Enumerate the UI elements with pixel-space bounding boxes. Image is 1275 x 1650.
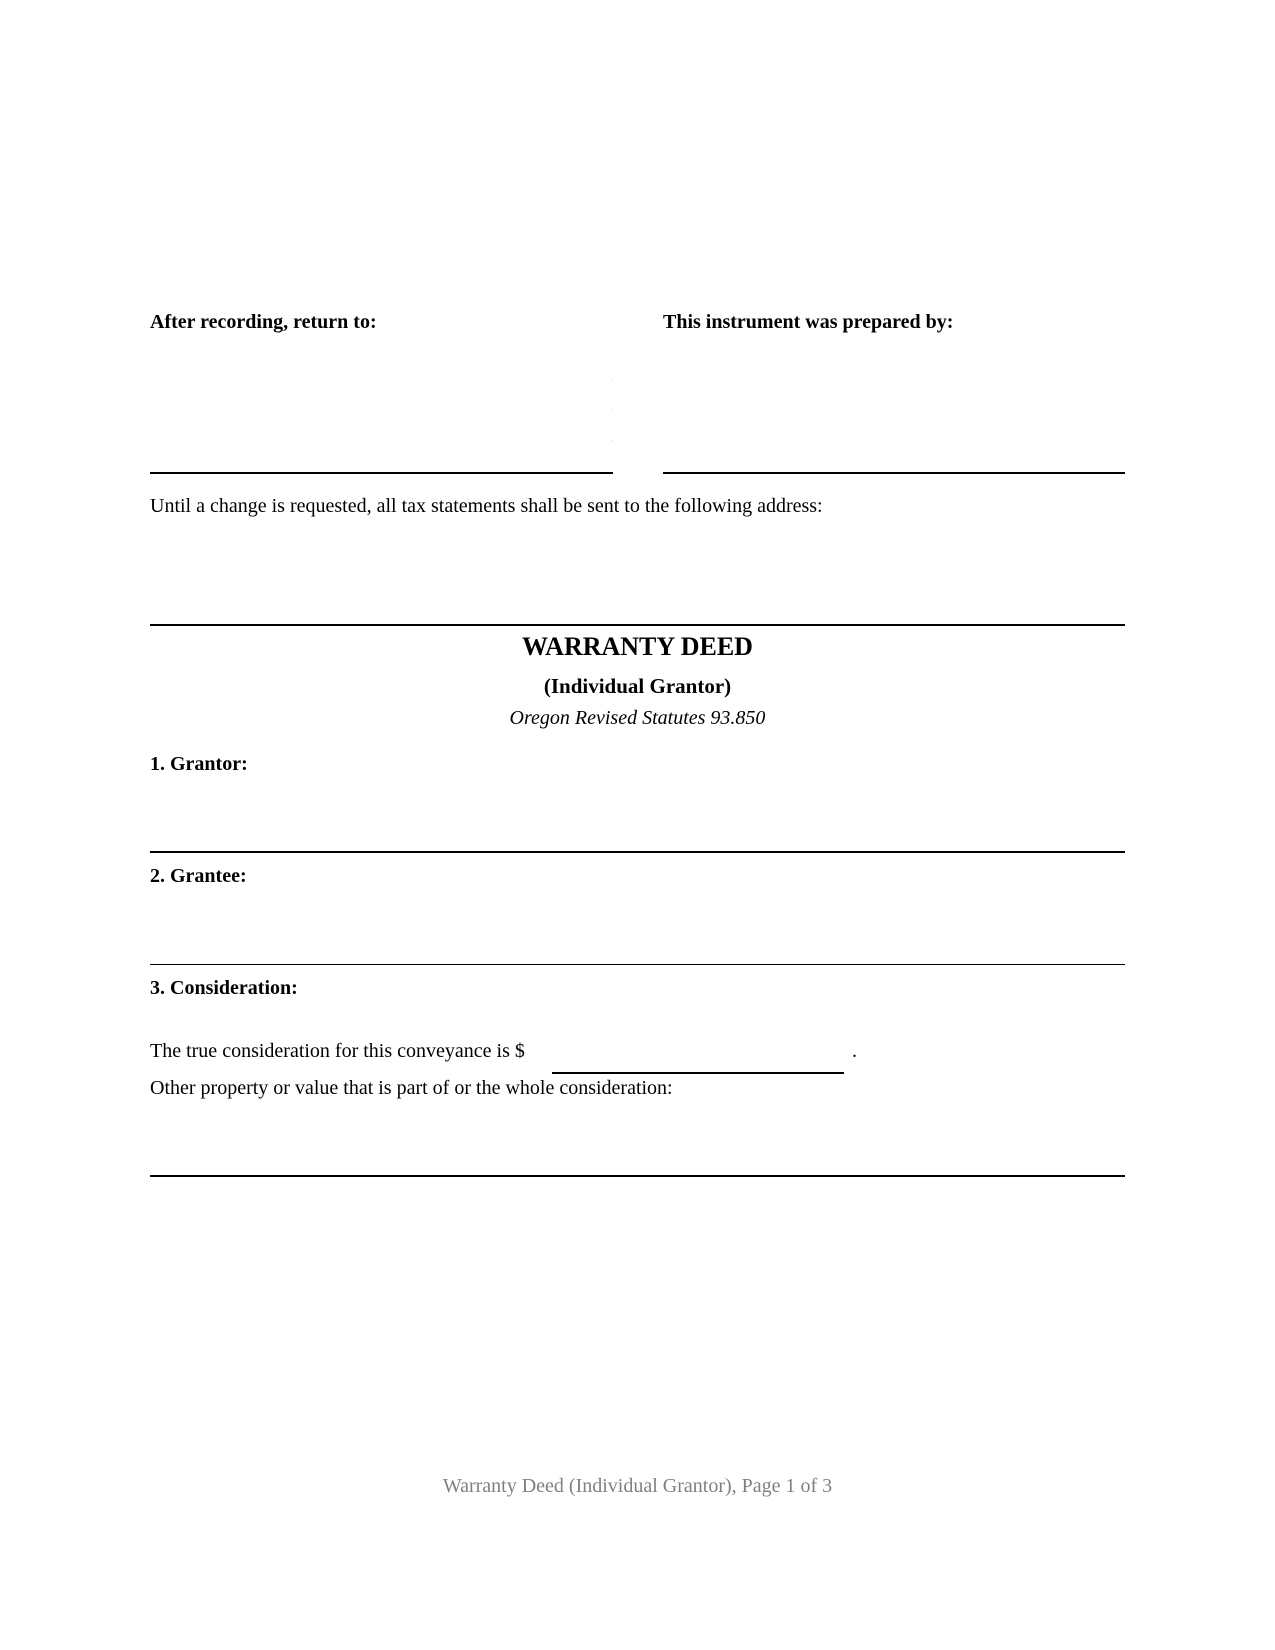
grantor-label: 1. Grantor: xyxy=(150,753,248,775)
separator-dot xyxy=(612,409,613,410)
other-property-text: Other property or value that is part of or the whole consideration: xyxy=(150,1077,673,1099)
tax-statement-instruction: Until a change is requested, all tax statements shall be sent to the following address: xyxy=(150,495,823,517)
tax-address-line[interactable] xyxy=(150,624,1125,626)
grantee-label: 2. Grantee: xyxy=(150,865,247,887)
return-to-label: After recording, return to: xyxy=(150,311,377,333)
true-consideration-text: The true consideration for this conveyance is $ xyxy=(150,1040,525,1062)
consideration-period: . xyxy=(852,1040,857,1062)
separator-dot xyxy=(612,440,613,441)
prepared-by-label: This instrument was prepared by: xyxy=(663,311,954,333)
return-to-address-line[interactable] xyxy=(150,472,613,474)
deed-title: WARRANTY DEED xyxy=(522,632,753,661)
prepared-by-address-line[interactable] xyxy=(663,472,1125,474)
page-footer: Warranty Deed (Individual Grantor), Page 1 of 3 xyxy=(442,1475,833,1497)
deed-subtitle: (Individual Grantor) xyxy=(543,674,732,698)
grantor-line[interactable] xyxy=(150,851,1125,853)
statute-reference: Oregon Revised Statutes 93.850 xyxy=(509,707,766,729)
grantee-line[interactable] xyxy=(150,964,1125,965)
consideration-amount-line[interactable] xyxy=(552,1072,844,1074)
consideration-label: 3. Consideration: xyxy=(150,977,298,999)
other-property-line[interactable] xyxy=(150,1175,1125,1177)
separator-dot xyxy=(612,379,613,380)
